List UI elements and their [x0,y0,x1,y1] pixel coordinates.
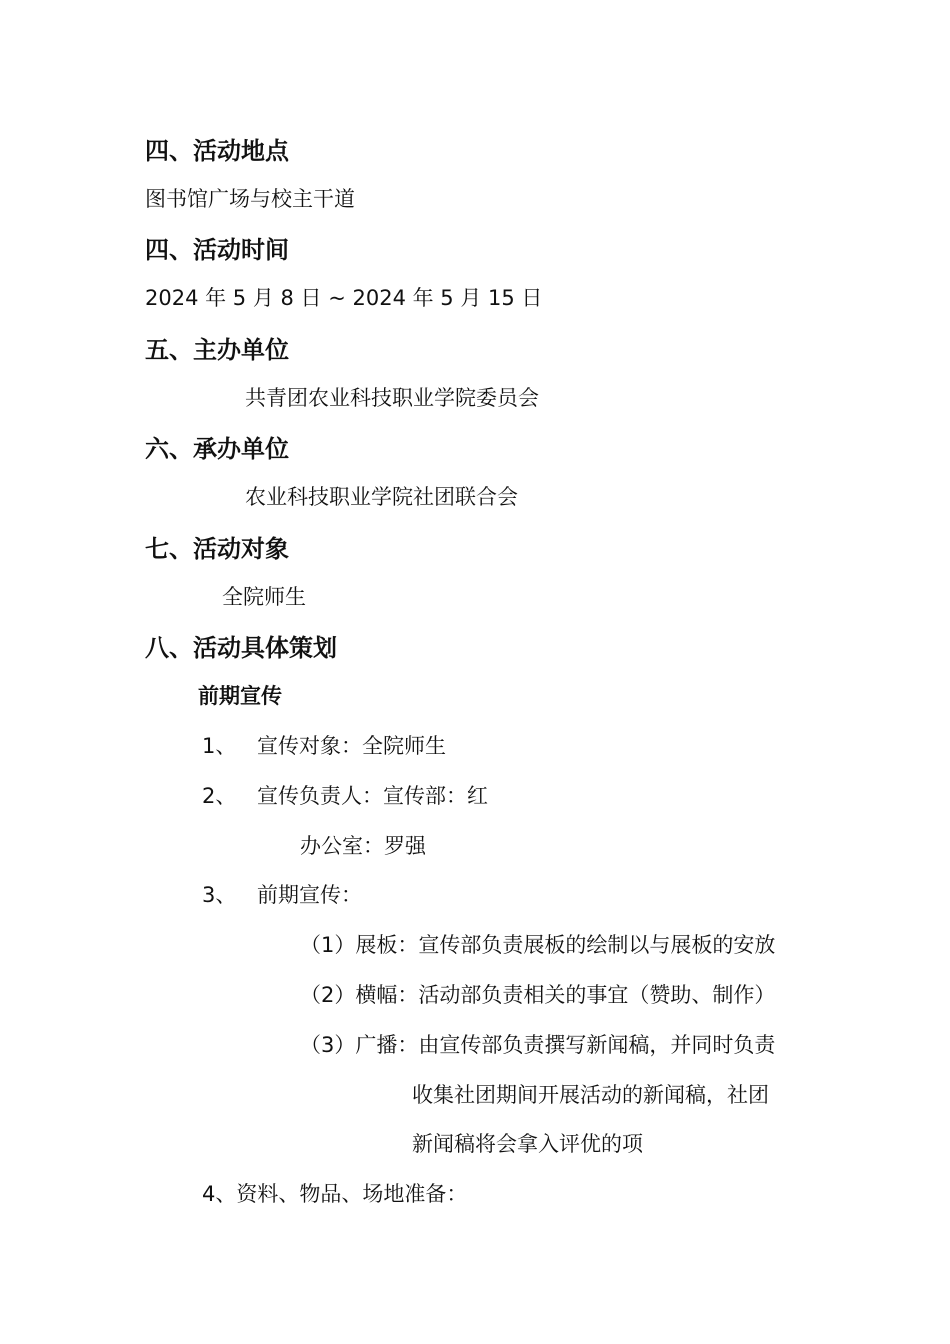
sub-list-item-continuation: 收集社团期间开展活动的新闻稿，社团 [412,1083,769,1107]
location-text: 图书馆广场与校主干道 [145,187,355,211]
list-item-number: 2、 [202,784,237,808]
co-organizer-heading: 六、承办单位 [145,435,289,463]
time-heading: 四、活动时间 [145,236,289,264]
list-item-number: 1、 [202,734,237,758]
audience-text: 全院师生 [222,585,306,609]
sub-list-item: （1）展板：宣传部负责展板的绘制以与展板的安放 [300,933,776,957]
sub-list-item: （2）横幅：活动部负责相关的事宜（赞助、制作） [300,983,776,1007]
plan-heading: 八、活动具体策划 [145,634,337,662]
location-heading: 四、活动地点 [145,137,289,165]
list-item: 4、资料、物品、场地准备： [202,1182,468,1206]
list-item-continuation: 办公室：罗强 [300,834,426,858]
organizer-text: 共青团农业科技职业学院委员会 [245,386,539,410]
sub-list-item: （3）广播：由宣传部负责撰写新闻稿，并同时负责 [300,1033,776,1057]
organizer-heading: 五、主办单位 [145,336,289,364]
time-text: 2024 年 5 月 8 日 ~ 2024 年 5 月 15 日 [145,286,543,310]
list-item: 前期宣传： [257,883,362,907]
list-item: 宣传负责人：宣传部：红 [257,784,488,808]
co-organizer-text: 农业科技职业学院社团联合会 [245,485,518,509]
sub-list-item-continuation: 新闻稿将会拿入评优的项 [412,1132,643,1156]
list-item-number: 3、 [202,883,237,907]
publicity-subheading: 前期宣传 [198,684,282,708]
list-item: 宣传对象：全院师生 [257,734,446,758]
audience-heading: 七、活动对象 [145,535,289,563]
